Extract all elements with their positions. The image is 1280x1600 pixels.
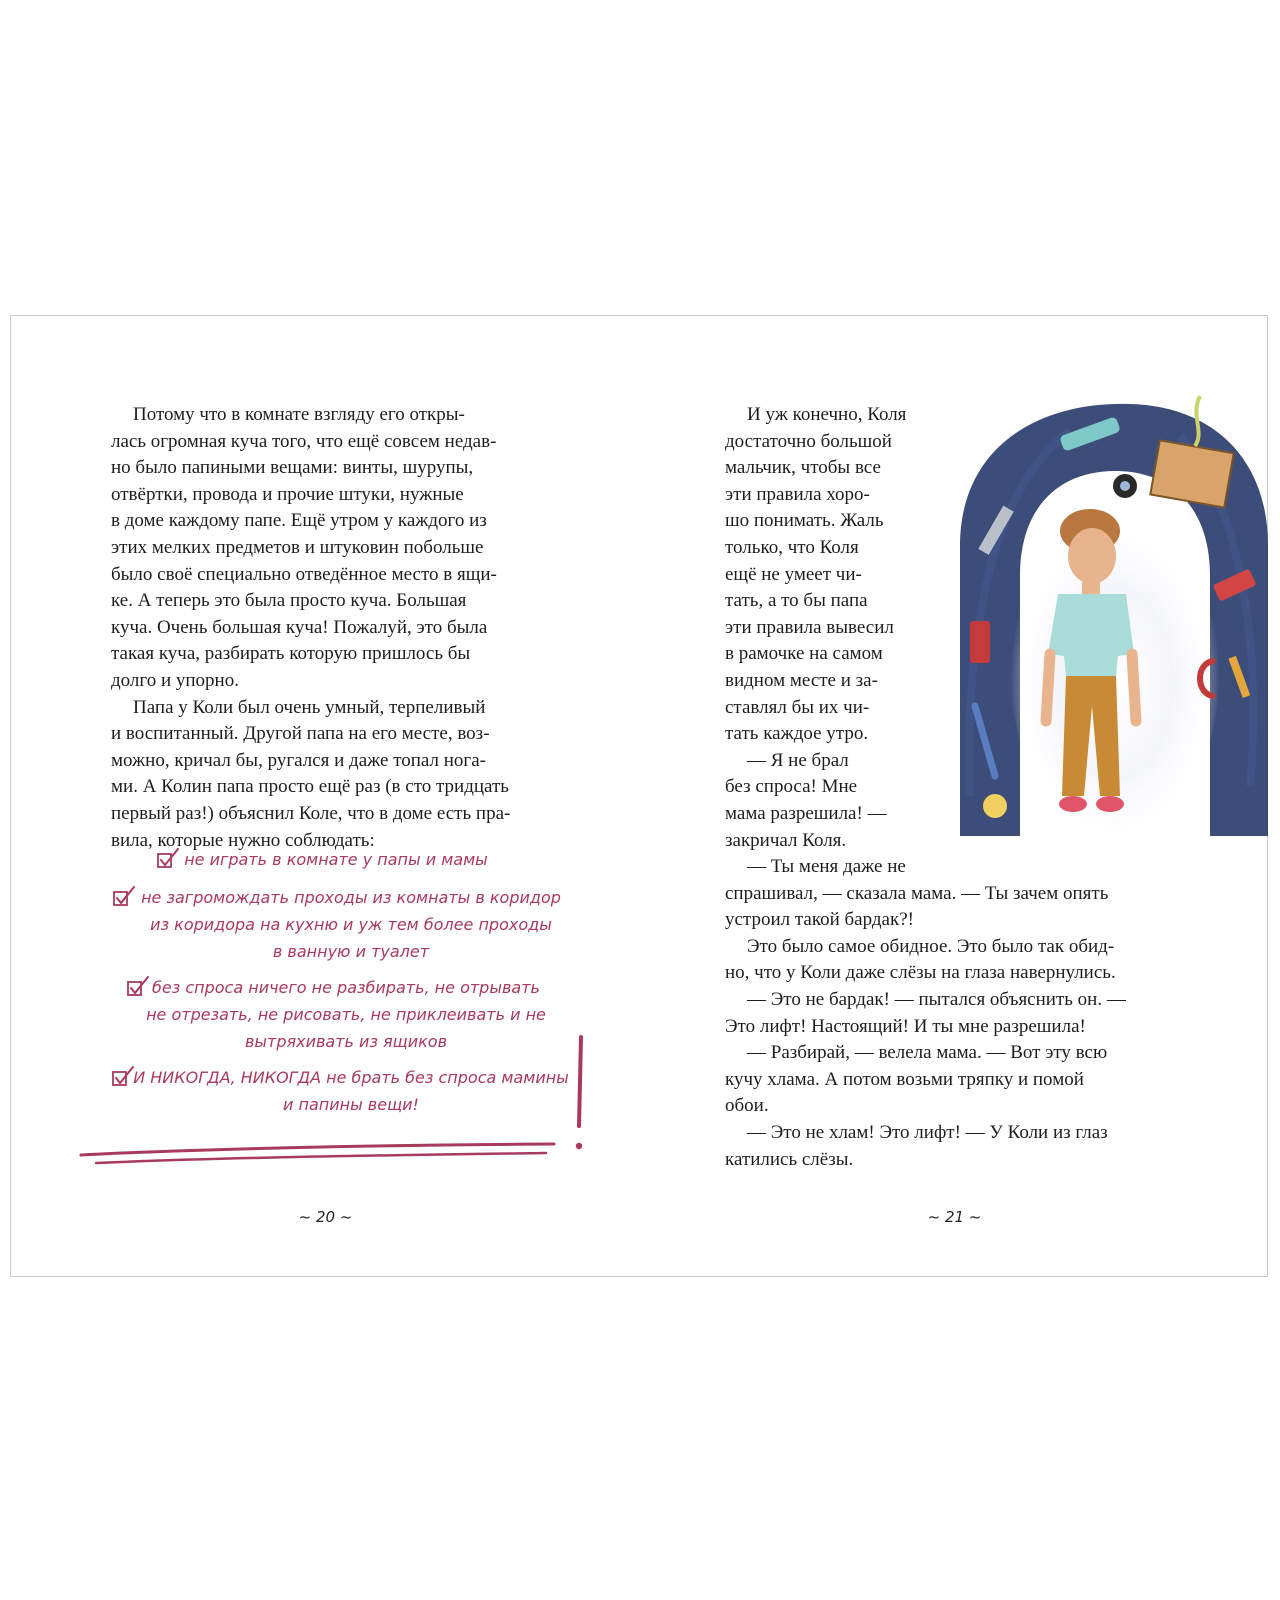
text-line: куча. Очень большая куча! Пожалуй, это была <box>111 616 488 638</box>
text-line: катились слёзы. <box>725 1148 854 1170</box>
text-line: такая куча, разбирать которую пришлось бы <box>111 643 471 665</box>
text-line: ещё не умеет чи- <box>725 563 862 585</box>
text-line: Это лифт! Настоящий! И ты мне разрешила! <box>725 1015 1086 1037</box>
text-line: в рамочке на самом <box>725 643 883 665</box>
text-line: ке. А теперь это была просто куча. Большая <box>111 590 467 612</box>
left-paragraph <box>111 402 573 695</box>
book-spread <box>10 315 1268 1277</box>
rule-line: не загромождать проходы из комнаты в коридор <box>141 888 561 907</box>
text-line: тать, а то бы папа <box>725 590 868 612</box>
right-paragraph <box>725 881 1197 987</box>
text-line: но, что у Коли даже слёзы на глаза навернулись. <box>725 962 1116 984</box>
right-page-body <box>725 402 1197 1173</box>
text-line: достаточно большой <box>725 430 892 452</box>
text-line: шо понимать. Жаль <box>725 510 884 532</box>
text-line: первый раз!) объяснил Коле, что в доме есть пра- <box>111 802 511 824</box>
rule-line: без спроса ничего не разбирать, не отрывать <box>152 978 540 997</box>
text-line: — Ты меня даже не <box>747 856 906 878</box>
text-line: и воспитанный. Другой папа на его месте, воз- <box>111 723 490 745</box>
text-line: вила, которые нужно соблюдать: <box>111 829 375 851</box>
rule-item <box>116 884 586 965</box>
right-paragraph <box>725 402 915 748</box>
rule-line: не отрезать, не рисовать, не приклеивать и не <box>146 1005 546 1024</box>
text-line: — Разбирай, — велела мама. — Вот эту всю <box>747 1042 1108 1064</box>
text-line: ми. А Колин папа просто ещё раз (в сто тридцать <box>111 776 509 798</box>
text-line: лась огромная куча того, что ещё совсем недав- <box>111 430 497 452</box>
text-line: можно, кричал бы, ругался и даже топал нога- <box>111 749 486 771</box>
text-line: в доме каждому папе. Ещё утром у каждого из <box>111 510 487 532</box>
text-line: долго и упорно. <box>111 669 239 691</box>
text-line: эти правила вывесил <box>725 616 894 638</box>
text-line: только, что Коля <box>725 536 859 558</box>
right-paragraph <box>725 1040 1197 1120</box>
text-line: было своё специально отведённое место в ящи- <box>111 563 497 585</box>
exclamation-mark <box>571 1031 591 1161</box>
rule-line: вытряхивать из ящиков <box>244 1032 448 1051</box>
text-line: кучу хлама. А потом возьми тряпку и помой <box>725 1068 1084 1090</box>
right-paragraph <box>725 854 965 881</box>
text-line: устроил такой бардак?! <box>725 909 914 931</box>
text-line: Это было самое обидное. Это было так обид- <box>747 935 1115 957</box>
right-page <box>640 316 1269 1276</box>
text-line: без спроса! Мне <box>725 776 858 798</box>
text-line: эти правила хоро- <box>725 483 870 505</box>
text-line: ставлял бы их чи- <box>725 696 870 718</box>
rule-line: не играть в комнате у папы и мамы <box>184 850 488 869</box>
rule-line: из коридора на кухню и уж тем более проходы <box>150 915 552 934</box>
left-page-body <box>111 402 573 854</box>
right-paragraph <box>725 748 915 854</box>
text-line: но было папиными вещами: винты, шурупы, <box>111 457 474 479</box>
text-line: Папа у Коли был очень умный, терпеливый <box>133 696 486 718</box>
rule-line: в ванную и туалет <box>272 942 430 961</box>
left-page <box>11 316 640 1276</box>
rule-item <box>136 846 536 873</box>
text-line: этих мелких предметов и штуковин побольше <box>111 536 484 558</box>
right-paragraph <box>725 987 1197 1040</box>
text-line: — Я не брал <box>747 749 849 771</box>
left-paragraph <box>111 695 573 855</box>
text-line: отвёртки, провода и прочие штуки, нужные <box>111 483 464 505</box>
text-line: закричал Коля. <box>725 829 847 851</box>
text-line: Потому что в комнате взгляду его откры- <box>133 404 465 425</box>
text-line: обои. <box>725 1095 769 1117</box>
right-paragraph <box>725 1120 1197 1173</box>
rules-underline <box>76 1131 576 1171</box>
text-line: мальчик, чтобы все <box>725 457 881 479</box>
rule-line: и папины вещи! <box>283 1095 419 1114</box>
text-line: видном месте и за- <box>725 669 878 691</box>
rule-item <box>111 974 581 1055</box>
text-line: — Это не бардак! — пытался объяснить он. — <box>747 989 1126 1011</box>
page-number-right: ~ 21 ~ <box>927 1208 982 1226</box>
rule-line: И НИКОГДА, НИКОГДА не брать без спроса мамины <box>133 1068 569 1087</box>
rule-item <box>116 1064 586 1118</box>
text-line: И уж конечно, Коля <box>747 404 907 425</box>
text-line: тать каждое утро. <box>725 723 869 745</box>
page-number-left: ~ 20 ~ <box>298 1208 353 1226</box>
text-line: — Это не хлам! Это лифт! — У Коли из глаз <box>747 1122 1108 1144</box>
text-line: мама разрешила! — <box>725 802 887 824</box>
text-line: спрашивал, — сказала мама. — Ты зачем опять <box>725 882 1109 904</box>
